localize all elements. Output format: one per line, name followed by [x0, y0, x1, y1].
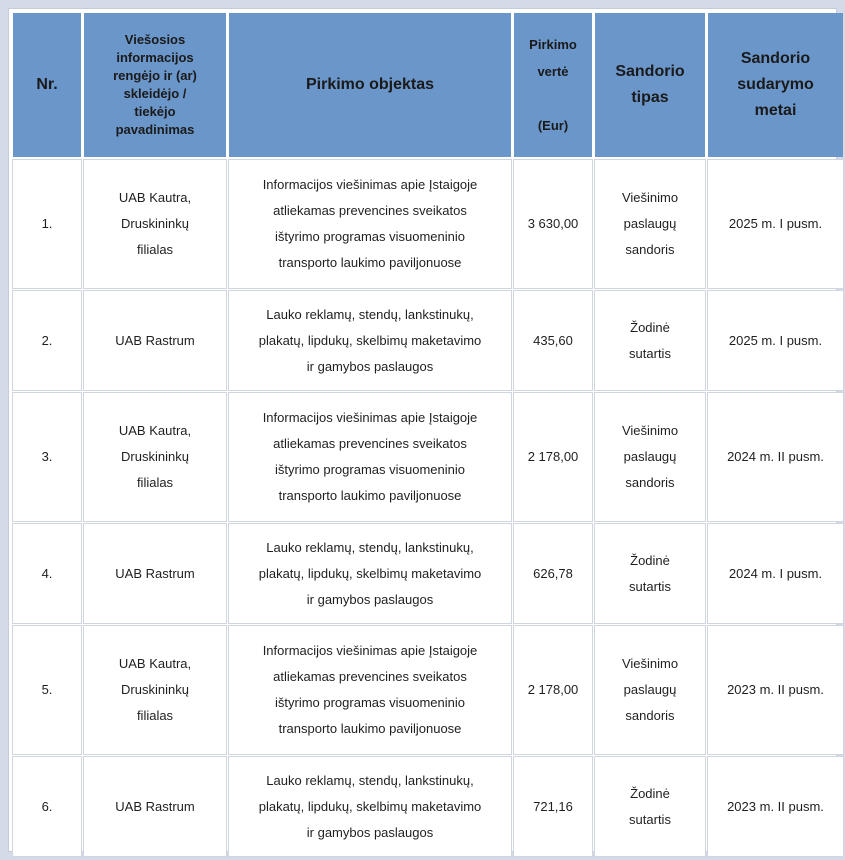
cell-object: [229, 160, 511, 288]
text-line: Druskininkų: [121, 216, 189, 231]
text-line: rengėjo ir (ar): [113, 68, 197, 83]
cell-date: 2023 m. II pusm.: [708, 626, 843, 754]
text-line: sutartis: [629, 345, 671, 361]
text-line: plakatų, lipdukų, skelbimų maketavimo: [258, 798, 482, 814]
text-line: Lauko reklamų, stendų, lankstinukų,: [266, 306, 474, 322]
cell-value: 2 178,00: [514, 626, 592, 754]
cell-date: 2023 m. II pusm.: [708, 757, 843, 856]
text-line: UAB Rastrum: [115, 332, 195, 348]
text-line: sandoris: [625, 475, 675, 490]
table-frame: [8, 8, 837, 852]
text-line: UAB Kautra,: [118, 656, 192, 671]
text-line: ištyrimo programas visuomeninio: [274, 695, 465, 710]
cell-name: [84, 393, 226, 521]
text-line: pavadinimas: [115, 122, 195, 137]
text-line: Lauko reklamų, stendų, lankstinukų,: [266, 539, 474, 555]
text-line: Pirkimo: [529, 37, 577, 52]
text-line: sutartis: [629, 811, 671, 827]
text-line: Viešinimo: [621, 423, 679, 438]
cell-type: [595, 626, 705, 754]
header-value: [514, 13, 592, 157]
header-nr: Nr.: [13, 13, 81, 157]
text-line: filialas: [136, 708, 174, 723]
table-row: [13, 524, 843, 623]
cell-nr: 5.: [13, 626, 81, 754]
cell-value: 3 630,00: [514, 160, 592, 288]
cell-nr: 2.: [13, 291, 81, 390]
text-line: UAB Rastrum: [115, 798, 195, 814]
header-object: Pirkimo objektas: [229, 13, 511, 157]
procurement-table: [10, 10, 845, 859]
text-line: tipas: [631, 89, 669, 106]
text-line: Viešinimo: [621, 656, 679, 671]
cell-value: 435,60: [514, 291, 592, 390]
cell-object: [229, 393, 511, 521]
cell-nr: 1.: [13, 160, 81, 288]
text-line: paslaugų: [623, 682, 677, 697]
text-line: Viešinimo: [621, 190, 679, 205]
cell-value: 626,78: [514, 524, 592, 623]
cell-object: [229, 757, 511, 856]
header-type: [595, 13, 705, 157]
cell-nr: 4.: [13, 524, 81, 623]
text-line: ir gamybos paslaugos: [306, 824, 434, 840]
cell-type: [595, 524, 705, 623]
text-line: Žodinė: [630, 785, 670, 801]
text-line: sudarymo: [737, 76, 814, 93]
table-row: [13, 160, 843, 288]
text-line: sandoris: [625, 242, 675, 257]
text-line: plakatų, lipdukų, skelbimų maketavimo: [258, 332, 482, 348]
text-line: sandoris: [625, 708, 675, 723]
cell-name: [84, 291, 226, 390]
cell-name: [84, 524, 226, 623]
text-line: ir gamybos paslaugos: [306, 591, 434, 607]
cell-type: [595, 393, 705, 521]
table-row: [13, 291, 843, 390]
text-line: sutartis: [629, 578, 671, 594]
cell-date: 2025 m. I pusm.: [708, 160, 843, 288]
text-line: filialas: [136, 242, 174, 257]
text-line: plakatų, lipdukų, skelbimų maketavimo: [258, 565, 482, 581]
text-line: Druskininkų: [121, 449, 189, 464]
text-line: Informacijos viešinimas apie Įstaigoje: [262, 410, 478, 425]
table-row: [13, 393, 843, 521]
text-line: (Eur): [537, 118, 569, 133]
cell-name: [84, 757, 226, 856]
text-line: Žodinė: [630, 319, 670, 335]
header-row: [13, 13, 843, 157]
cell-name: [84, 160, 226, 288]
text-line: informacijos: [116, 50, 194, 65]
text-line: tiekėjo: [134, 104, 176, 119]
text-line: Viešosios: [124, 32, 186, 47]
text-line: UAB Rastrum: [115, 565, 195, 581]
header-name: [84, 13, 226, 157]
cell-name: [84, 626, 226, 754]
cell-object: [229, 524, 511, 623]
text-line: transporto laukimo paviljonuose: [278, 488, 462, 503]
header-date: [708, 13, 843, 157]
text-line: Informacijos viešinimas apie Įstaigoje: [262, 177, 478, 192]
cell-value: 721,16: [514, 757, 592, 856]
text-line: ištyrimo programas visuomeninio: [274, 229, 465, 244]
text-line: filialas: [136, 475, 174, 490]
text-line: transporto laukimo paviljonuose: [278, 255, 462, 270]
text-line: Žodinė: [630, 552, 670, 568]
cell-object: [229, 626, 511, 754]
text-line: atliekamas prevencines sveikatos: [273, 436, 467, 451]
text-line: UAB Kautra,: [118, 190, 192, 205]
cell-type: [595, 291, 705, 390]
text-line: Sandorio: [740, 50, 811, 67]
cell-type: [595, 757, 705, 856]
cell-nr: 3.: [13, 393, 81, 521]
cell-type: [595, 160, 705, 288]
text-line: ir gamybos paslaugos: [306, 358, 434, 374]
text-line: Sandorio: [615, 63, 685, 80]
table-row: [13, 757, 843, 856]
text-line: UAB Kautra,: [118, 423, 192, 438]
text-line: ištyrimo programas visuomeninio: [274, 462, 465, 477]
cell-date: 2024 m. II pusm.: [708, 393, 843, 521]
text-line: metai: [754, 102, 797, 119]
text-line: paslaugų: [623, 449, 677, 464]
text-line: atliekamas prevencines sveikatos: [273, 203, 467, 218]
text-line: Druskininkų: [121, 682, 189, 697]
text-line: Lauko reklamų, stendų, lankstinukų,: [266, 772, 474, 788]
text-line: paslaugų: [623, 216, 677, 231]
text-line: Informacijos viešinimas apie Įstaigoje: [262, 643, 478, 658]
text-line: atliekamas prevencines sveikatos: [273, 669, 467, 684]
cell-nr: 6.: [13, 757, 81, 856]
cell-date: 2024 m. I pusm.: [708, 524, 843, 623]
text-line: skleidėjo /: [123, 86, 187, 101]
cell-object: [229, 291, 511, 390]
cell-date: 2025 m. I pusm.: [708, 291, 843, 390]
text-line: vertė: [537, 64, 569, 79]
cell-value: 2 178,00: [514, 393, 592, 521]
table-row: [13, 626, 843, 754]
text-line: transporto laukimo paviljonuose: [278, 721, 462, 736]
